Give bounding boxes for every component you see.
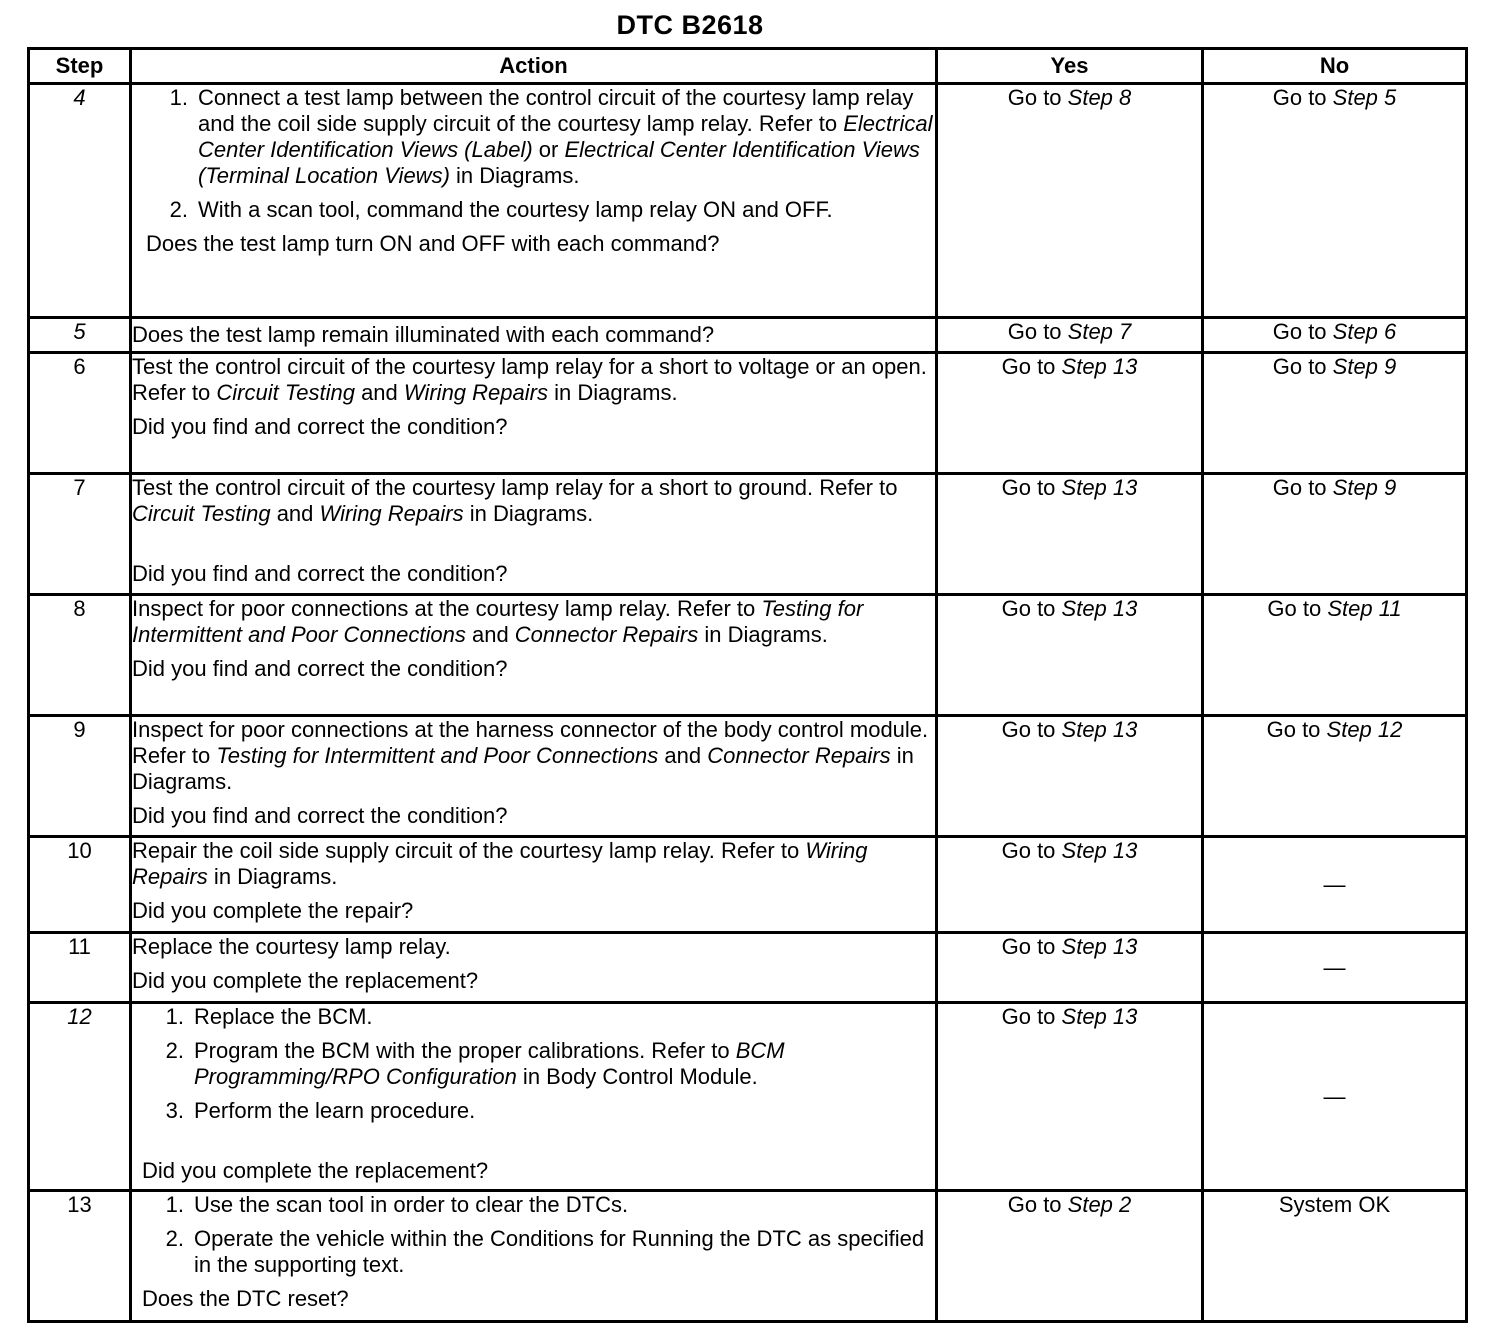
- question: Did you complete the replacement?: [142, 1158, 489, 1183]
- step-number: 8: [29, 595, 131, 716]
- yes-cell: Go to Step 8: [937, 84, 1203, 318]
- question: Did you find and correct the condition?: [132, 414, 508, 439]
- no-cell: Go to Step 11: [1203, 595, 1467, 716]
- table-row: [29, 933, 1467, 1003]
- yes-cell: Go to Step 13: [937, 837, 1203, 933]
- action-cell: [131, 1003, 937, 1191]
- dash: —: [1323, 871, 1346, 897]
- action-cell: Test the control circuit of the courtesy lamp relay for a short to ground. Refer to Circuit Testing and Wiring Repairs in Diagrams. Did you find and correct the condition?: [131, 474, 937, 595]
- step-number: 13: [29, 1191, 131, 1322]
- question: Did you find and correct the condition?: [132, 561, 508, 586]
- yes-cell: Go to Step 13: [937, 595, 1203, 716]
- step-number: 10: [29, 837, 131, 933]
- action-cell: [131, 1191, 937, 1322]
- action-cell: [131, 84, 937, 318]
- list-item: 2. Program the BCM with the proper calibrations. Refer to BCM Programming/RPO Configuration in Body Control Module.: [165, 1038, 785, 1089]
- no-cell: Go to Step 9: [1203, 353, 1467, 474]
- yes-cell: Go to Step 13: [937, 1003, 1203, 1191]
- step-number: 4: [29, 84, 131, 318]
- list-item: 1. Connect a test lamp between the control circuit of the courtesy lamp relay and the coil side supply circuit of the courtesy lamp relay. Refer to Electrical Center Identification Views (Label) or Electrical Center Identification Views (Terminal Location Views) in Diagrams.: [169, 85, 933, 188]
- step-number: 12: [29, 1003, 131, 1191]
- header-action: Action: [131, 49, 937, 84]
- yes-cell: Go to Step 13: [937, 353, 1203, 474]
- yes-cell: Go to Step 13: [937, 933, 1203, 1003]
- yes-cell: Go to Step 13: [937, 474, 1203, 595]
- action-cell: Replace the courtesy lamp relay. Did you complete the replacement?: [131, 933, 937, 1003]
- no-cell: Go to Step 12: [1203, 716, 1467, 837]
- no-cell: Go to Step 9: [1203, 474, 1467, 595]
- diagnostic-table: [27, 47, 1468, 1323]
- no-cell: System OK: [1203, 1191, 1467, 1322]
- no-cell: Go to Step 6: [1203, 318, 1467, 353]
- no-cell: Go to Step 5: [1203, 84, 1467, 318]
- question: Does the test lamp remain illuminated with each command?: [132, 322, 715, 347]
- header-no: No: [1203, 49, 1467, 84]
- page-title: DTC B2618: [616, 10, 764, 40]
- list-item: 2. With a scan tool, command the courtesy lamp relay ON and OFF.: [169, 197, 833, 222]
- yes-cell: Go to Step 2: [937, 1191, 1203, 1322]
- yes-cell: Go to Step 13: [937, 716, 1203, 837]
- table-row: [29, 837, 1467, 933]
- action-cell: Inspect for poor connections at the courtesy lamp relay. Refer to Testing for Intermittent and Poor Connections and Connector Repairs in Diagrams. Did you find and correct the condition?: [131, 595, 937, 716]
- step-number: 6: [29, 353, 131, 474]
- yes-cell: Go to Step 7: [937, 318, 1203, 353]
- list-item: 3. Perform the learn procedure.: [165, 1098, 476, 1123]
- step-number: 9: [29, 716, 131, 837]
- table-row: [29, 474, 1467, 595]
- action-cell: Inspect for poor connections at the harness connector of the body control module. Refer to Testing for Intermittent and Poor Connections and Connector Repairs in Diagrams. Did you find and correct the condition?: [131, 716, 937, 837]
- action-cell: Repair the coil side supply circuit of the courtesy lamp relay. Refer to Wiring Repairs in Diagrams. Did you complete the repair?: [131, 837, 937, 933]
- header-yes: Yes: [937, 49, 1203, 84]
- table-row: [29, 353, 1467, 474]
- table-row: [29, 1191, 1467, 1322]
- list-item: 1. Replace the BCM.: [165, 1004, 373, 1029]
- table-row: [29, 1003, 1467, 1191]
- table-row: [29, 716, 1467, 837]
- question: Did you find and correct the condition?: [132, 656, 508, 681]
- dash: —: [1323, 1083, 1346, 1109]
- question: Did you complete the replacement?: [132, 968, 479, 993]
- header-row: [29, 49, 1467, 84]
- question: Did you complete the repair?: [132, 898, 414, 923]
- question: Does the DTC reset?: [142, 1286, 349, 1311]
- no-cell: [1203, 933, 1467, 1003]
- list-item: 2. Operate the vehicle within the Conditions for Running the DTC as specified in the supporting text.: [165, 1226, 925, 1277]
- table-row: [29, 595, 1467, 716]
- step-number: 5: [29, 318, 131, 353]
- dash: —: [1323, 954, 1346, 980]
- no-cell: [1203, 837, 1467, 933]
- table-row: [29, 84, 1467, 318]
- list-item: 1. Use the scan tool in order to clear the DTCs.: [165, 1192, 629, 1217]
- question: Does the test lamp turn ON and OFF with each command?: [146, 231, 720, 256]
- question: Did you find and correct the condition?: [132, 803, 508, 828]
- action-cell: [131, 318, 937, 353]
- table-row: [29, 318, 1467, 353]
- header-step: Step: [29, 49, 131, 84]
- step-number: 7: [29, 474, 131, 595]
- step-number: 11: [29, 933, 131, 1003]
- action-cell: Test the control circuit of the courtesy lamp relay for a short to voltage or an open. Refer to Circuit Testing and Wiring Repairs in Diagrams. Did you find and correct the condition?: [131, 353, 937, 474]
- no-cell: [1203, 1003, 1467, 1191]
